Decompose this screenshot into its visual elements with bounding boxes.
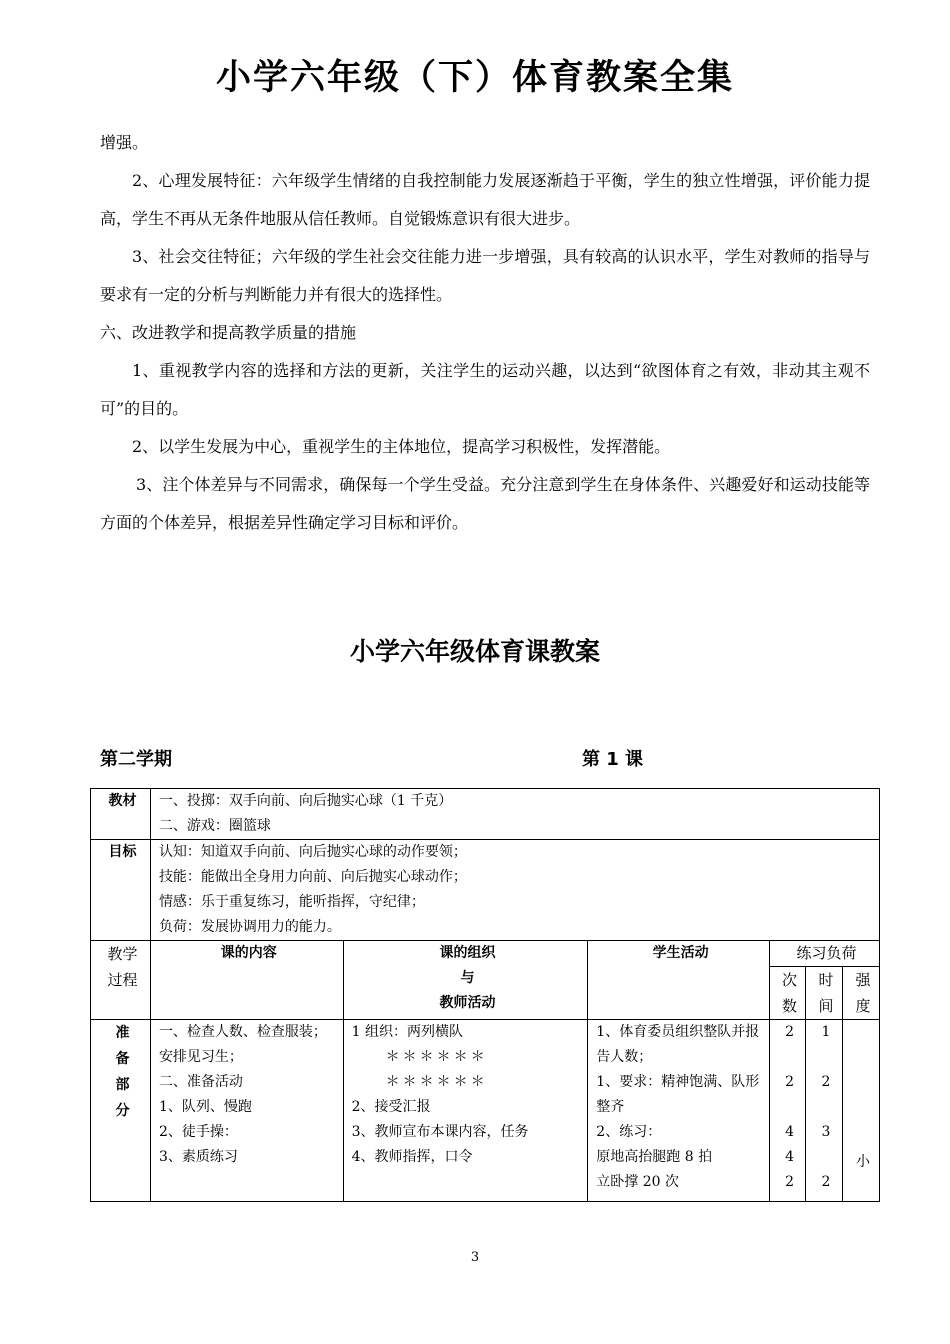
material-item: 一、投掷：双手向前、向后抛实心球（1 千克）	[158, 793, 453, 809]
material-row	[91, 789, 880, 840]
prep-student-item: 1、要求：精神饱满、队形整齐	[596, 1074, 760, 1115]
prep-student-activity	[588, 1020, 770, 1202]
process-header: 教学 过程	[91, 941, 151, 1020]
load-header: 练习负荷	[770, 941, 880, 967]
lesson-number: 第 1 课	[582, 749, 644, 770]
goal-item: 技能：能做出全身用力向前、向后抛实心球动作；	[158, 869, 467, 885]
prep-org-item: 1 组织：两列横队	[351, 1024, 463, 1040]
prep-section-label: 准 备 部 分	[91, 1020, 151, 1202]
material-item: 二、游戏：圈篮球	[158, 818, 271, 834]
prep-org-item: 4、教师指挥，口令	[351, 1149, 473, 1165]
prep-org-item: 2、接受汇报	[351, 1099, 431, 1115]
goal-item: 情感：乐于重复练习，能听指挥，守纪律；	[158, 894, 425, 910]
paragraph-social: 3、社会交往特征；六年级的学生社会交往能力进一步增强，具有较高的认识水平，学生对教师的指导与要求有一定的分析与判断能力并有很大的选择性。	[100, 247, 870, 304]
goal-label: 目标	[91, 840, 151, 941]
prep-content-item: 3、素质练习	[158, 1149, 238, 1165]
paragraph-psych: 2、心理发展特征：六年级学生情绪的自我控制能力发展逐渐趋于平衡，学生的独立性增强，评价能力提高，学生不再从无条件地服从信任教师。自觉锻炼意识有很大进步。	[100, 171, 870, 228]
document-title: 小学六年级（下）体育教案全集	[215, 58, 734, 98]
prep-organization	[343, 1020, 588, 1202]
paragraph-measure-1: 1、重视教学内容的选择和方法的更新，关注学生的运动兴趣，以达到“欲图体育之有效，非动其主观不可”的目的。	[100, 361, 870, 418]
prep-content-item: 二、准备活动	[158, 1074, 243, 1090]
goal-item: 负荷：发展协调用力的能力。	[158, 919, 341, 935]
student-activity-header: 学生活动	[588, 941, 770, 1020]
organization-header: 课的组织 与 教师活动	[343, 941, 588, 1020]
time-header: 时 间	[806, 967, 843, 1020]
prep-count: 2 2 4 4 2	[770, 1020, 806, 1202]
paragraph-measure-2: 2、以学生发展为中心，重视学生的主体地位，提高学习积极性，发挥潜能。	[132, 437, 671, 456]
intensity-header: 强 度	[842, 967, 879, 1020]
prep-content-item: 2、徒手操：	[158, 1124, 238, 1140]
material-label: 教材	[91, 789, 151, 840]
prep-student-item: 立卧撑 20 次	[596, 1174, 680, 1190]
semester-label: 第二学期	[100, 749, 172, 770]
prep-section-row	[91, 1020, 880, 1202]
goal-item: 认知：知道双手向前、向后抛实心球的动作要领；	[158, 844, 467, 860]
prep-content-item: 1、队列、慢跑	[158, 1099, 252, 1115]
prep-student-item: 1、体育委员组织整队并报告人数；	[596, 1024, 760, 1065]
prep-student-item: 2、练习：	[596, 1124, 662, 1140]
prep-student-item: 原地高抬腿跑 8 拍	[596, 1149, 713, 1165]
material-content	[150, 789, 879, 840]
prep-intensity: 小	[842, 1020, 879, 1202]
lesson-plan-table	[90, 788, 880, 1202]
paragraph-measure-3: 3、注个体差异与不同需求，确保每一个学生受益。充分注意到学生在身体条件、兴趣爱好和运动技能等方面的个体差异，根据差异性确定学习目标和评价。	[100, 475, 870, 532]
section-heading-measures: 六、改进教学和提高教学质量的措施	[100, 323, 357, 342]
page-number: 3	[470, 1250, 480, 1265]
paragraph-continuation: 增强。	[100, 133, 149, 152]
prep-content	[150, 1020, 343, 1202]
goal-content	[150, 840, 879, 941]
formation-row: ＊＊＊＊＊＊	[385, 1074, 488, 1090]
goal-row	[91, 840, 880, 941]
prep-content-item: 一、检查人数、检查服装；安排见习生；	[158, 1024, 327, 1065]
formation-row: ＊＊＊＊＊＊	[385, 1049, 488, 1065]
prep-time: 1 2 3 2	[806, 1020, 843, 1202]
lesson-title: 小学六年级体育课教案	[349, 637, 600, 666]
header-row-1	[91, 941, 880, 967]
prep-org-item: 3、教师宣布本课内容，任务	[351, 1124, 529, 1140]
content-header: 课的内容	[150, 941, 343, 1020]
count-header: 次 数	[770, 967, 806, 1020]
